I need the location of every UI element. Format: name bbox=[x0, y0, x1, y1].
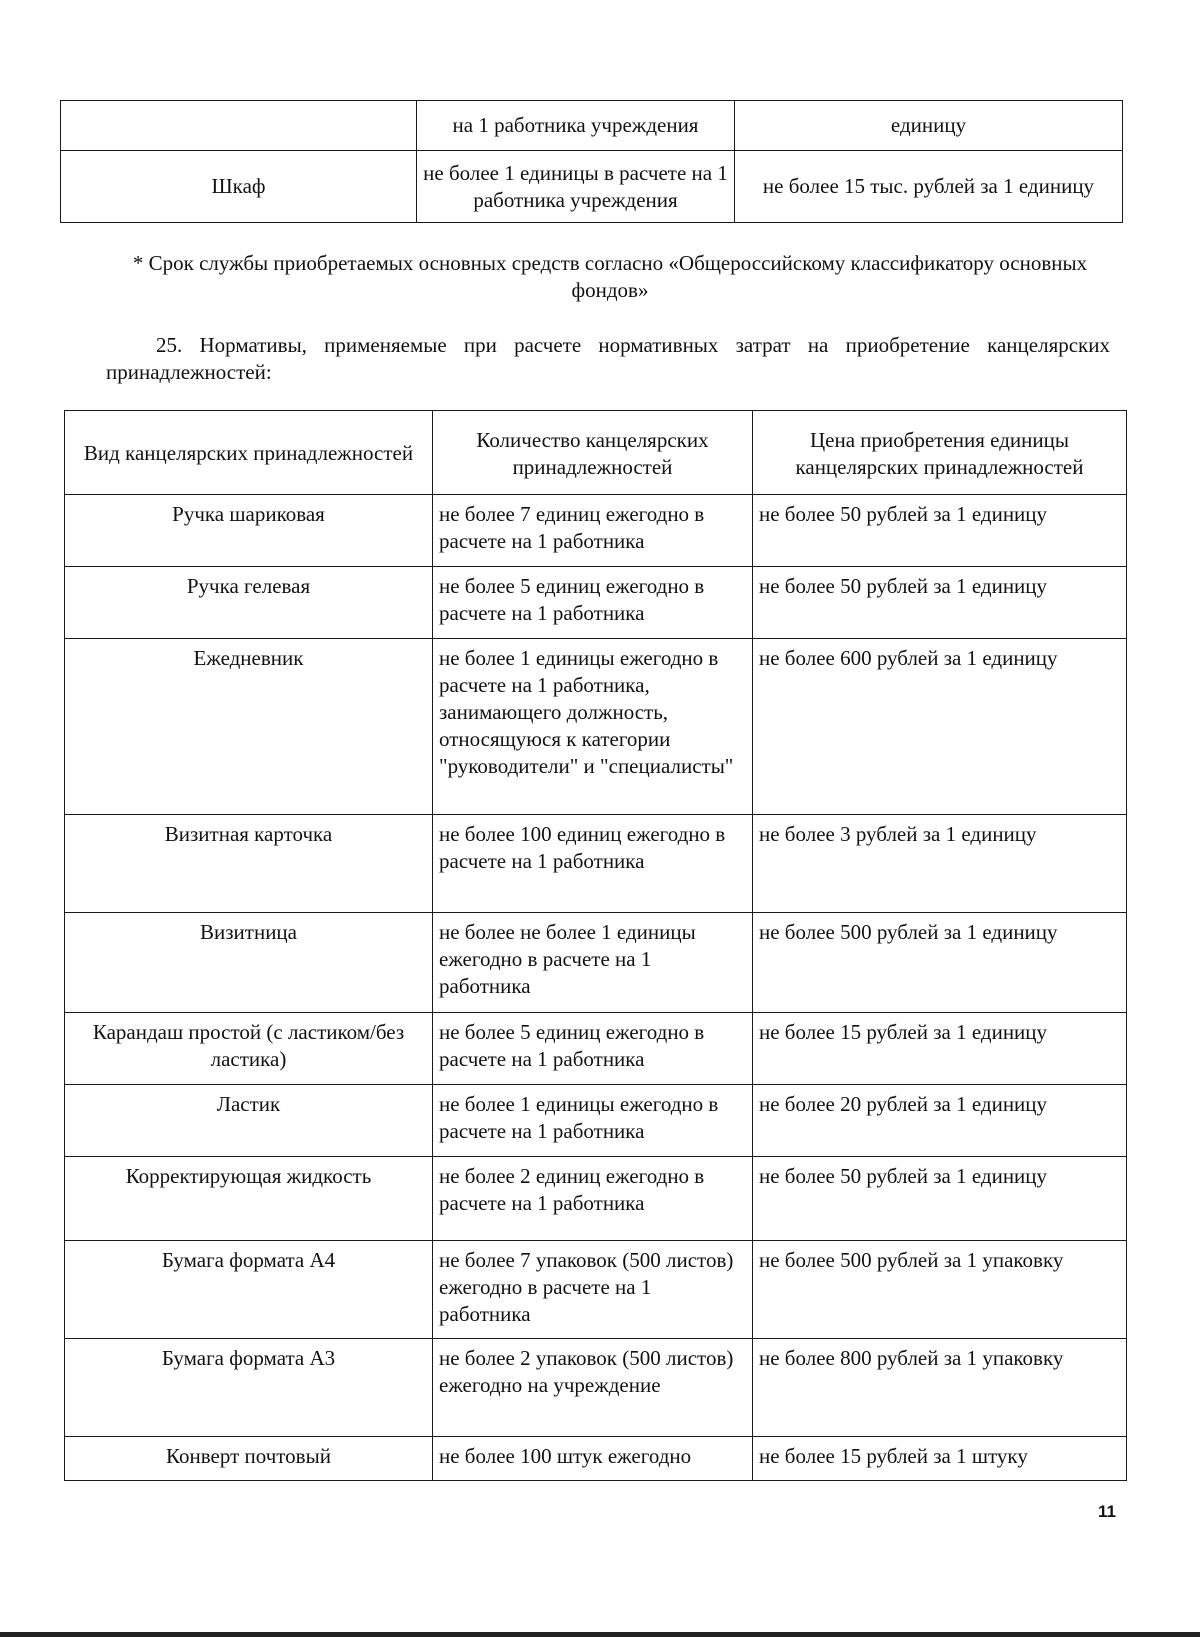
item-price: не более 600 рублей за 1 единицу bbox=[753, 639, 1127, 815]
item-quantity: не более 7 упаковок (500 листов) ежегодно в расчете на 1 работника bbox=[433, 1241, 753, 1339]
item-name: Ручка гелевая bbox=[65, 567, 433, 639]
item-quantity: не более 5 единиц ежегодно в расчете на 1 работника bbox=[433, 1013, 753, 1085]
table-row bbox=[65, 495, 1127, 567]
item-price: не более 500 рублей за 1 упаковку bbox=[753, 1241, 1127, 1339]
item-price: не более 500 рублей за 1 единицу bbox=[753, 913, 1127, 1013]
table-row bbox=[65, 1157, 1127, 1241]
item-quantity: не более 5 единиц ежегодно в расчете на 1 работника bbox=[433, 567, 753, 639]
item-price: не более 800 рублей за 1 упаковку bbox=[753, 1339, 1127, 1437]
table-row bbox=[65, 913, 1127, 1013]
item-price: не более 20 рублей за 1 единицу bbox=[753, 1085, 1127, 1157]
table-row bbox=[65, 1437, 1127, 1481]
table-row bbox=[65, 1339, 1127, 1437]
item-quantity: не более 7 единиц ежегодно в расчете на 1 работника bbox=[433, 495, 753, 567]
item-name: Бумага формата А3 bbox=[65, 1339, 433, 1437]
table-cell: Шкаф bbox=[61, 151, 417, 223]
item-quantity: не более 1 единицы ежегодно в расчете на 1 работника bbox=[433, 1085, 753, 1157]
item-price: не более 50 рублей за 1 единицу bbox=[753, 1157, 1127, 1241]
top-table bbox=[60, 100, 1123, 223]
header-name: Вид канцелярских принадлежностей bbox=[65, 411, 433, 495]
item-name: Ручка шариковая bbox=[65, 495, 433, 567]
table-row bbox=[65, 567, 1127, 639]
item-price: не более 3 рублей за 1 единицу bbox=[753, 815, 1127, 913]
item-price: не более 50 рублей за 1 единицу bbox=[753, 567, 1127, 639]
table-row bbox=[65, 815, 1127, 913]
table-cell: единицу bbox=[735, 101, 1123, 151]
item-quantity: не более 100 единиц ежегодно в расчете на 1 работника bbox=[433, 815, 753, 913]
item-quantity: не более 100 штук ежегодно bbox=[433, 1437, 753, 1481]
item-quantity: не более не более 1 единицы ежегодно в расчете на 1 работника bbox=[433, 913, 753, 1013]
table-cell: не более 1 единицы в расчете на 1 работника учреждения bbox=[417, 151, 735, 223]
header-price: Цена приобретения единицы канцелярских принадлежностей bbox=[753, 411, 1127, 495]
item-name: Визитная карточка bbox=[65, 815, 433, 913]
paragraph-25: 25. Нормативы, применяемые при расчете нормативных затрат на приобретение канцелярских принадлежностей: bbox=[106, 333, 1110, 384]
item-price: не более 15 рублей за 1 штуку bbox=[753, 1437, 1127, 1481]
item-name: Карандаш простой (с ластиком/без ластика) bbox=[65, 1013, 433, 1085]
item-name: Ластик bbox=[65, 1085, 433, 1157]
table-row bbox=[61, 151, 1123, 223]
table-row bbox=[65, 1241, 1127, 1339]
table-cell: не более 15 тыс. рублей за 1 единицу bbox=[735, 151, 1123, 223]
item-quantity: не более 2 единиц ежегодно в расчете на 1 работника bbox=[433, 1157, 753, 1241]
item-quantity: не более 1 единицы ежегодно в расчете на 1 работника, занимающего должность, относящуюся к категории "руководители" и "специалисты" bbox=[433, 639, 753, 815]
table-row bbox=[65, 1013, 1127, 1085]
item-name: Корректирующая жидкость bbox=[65, 1157, 433, 1241]
page-number: 11 bbox=[1098, 1502, 1116, 1521]
footnote: * Срок службы приобретаемых основных средств согласно «Общероссийскому классификатору основных фондов» bbox=[132, 251, 1088, 302]
stationery-table bbox=[64, 410, 1127, 1481]
table-row bbox=[65, 1085, 1127, 1157]
table-row bbox=[65, 639, 1127, 815]
item-price: не более 15 рублей за 1 единицу bbox=[753, 1013, 1127, 1085]
table-cell bbox=[61, 101, 417, 151]
scan-bottom-edge bbox=[0, 1632, 1200, 1637]
item-name: Визитница bbox=[65, 913, 433, 1013]
item-price: не более 50 рублей за 1 единицу bbox=[753, 495, 1127, 567]
header-quantity: Количество канцелярских принадлежностей bbox=[433, 411, 753, 495]
table-cell: на 1 работника учреждения bbox=[417, 101, 735, 151]
item-name: Конверт почтовый bbox=[65, 1437, 433, 1481]
item-name: Ежедневник bbox=[65, 639, 433, 815]
table-row bbox=[61, 101, 1123, 151]
item-quantity: не более 2 упаковок (500 листов) ежегодно на учреждение bbox=[433, 1339, 753, 1437]
item-name: Бумага формата А4 bbox=[65, 1241, 433, 1339]
table-header-row bbox=[65, 411, 1127, 495]
